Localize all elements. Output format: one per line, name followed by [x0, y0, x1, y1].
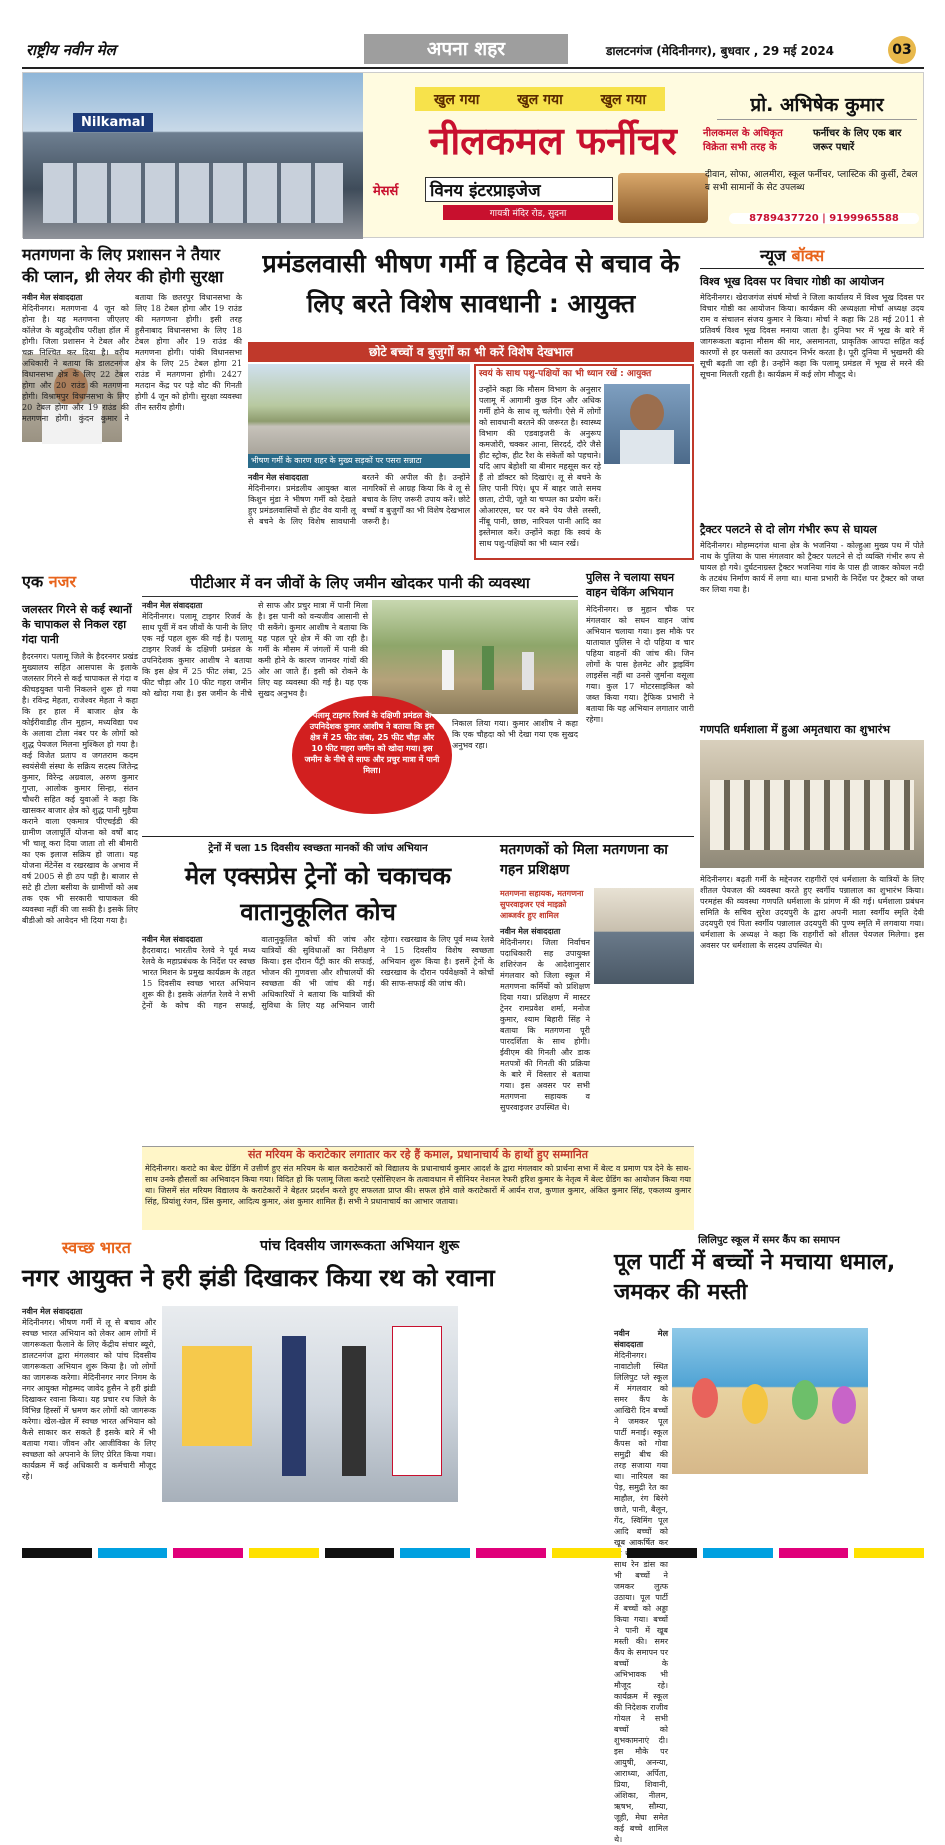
- trains-headline: मेल एक्सप्रेस ट्रेनों को चकाचक वातानुकूलित कोच: [184, 862, 452, 926]
- ad-items: दीवान, सोफा, आलमीरा, स्कूल फर्नीचर, प्लास्टिक की कुर्सी, टेबल व सभी सामानों के सेट उपलब्ध: [705, 170, 918, 193]
- news-label-2: बॉक्स: [791, 246, 825, 265]
- firm-address: गायत्री मंदिर रोड, सुदना: [443, 205, 613, 220]
- khula-banner: [415, 87, 665, 111]
- street-photo-caption: भीषण गर्मी के कारण शहर के मुख्य सड़कों पर पसरा सन्नाटा: [248, 454, 470, 468]
- heat-byline: नवीन मेल संवाददाता: [248, 473, 309, 482]
- swachh-kicker: पांच दिवसीय जागरूकता अभियान शुरू: [260, 1238, 460, 1254]
- summer-text: मेदिनीनगर। नावाटोली स्थित लिलिपुट प्ले स्कूल में मंगलवार को समर कैंप के आखिरी दिन बच्चों ने जमकर पूल पार्टी मनाई। स्कूल कैंपस को गोवा समुद्री बीच की तरह सजाया गया था। नारियल का पेड़, समुद्री रेत का माहौल, रंग बिरंगे छाते, पानी, बैलून, गेंद, स्विमिंग पूल आदि बच्चों को खूब आकर्षित कर साथ रेन डांस का भी बच्चों ने जमकर लुत्फ उठाया। पूल पार्टी में बच्चों को अड्डा किया गया। बच्चों ने पानी में खूब मस्ती की। समर कैंप के समापन पर बच्चों के अभिभावक भी मौजूद रहे। कार्यक्रम में स्कूल की निदेशक राजीव गोयल ने सभी बच्चों को शुभकामनाएं दी। इस मौके पर आयुषी, अनन्या, आराध्या, अर्पिता, प्रिया, शिवानी, अंशिका, नीलम, ऋषभ, सौम्या, जूही, मेघा समेत कई बच्चे शामिल थे।: [614, 1351, 668, 1844]
- ek-nazar-label-1: एक: [22, 572, 44, 591]
- swachh-body-left: [22, 1306, 156, 1532]
- summer-kicker: लिलिपुट स्कूल में समर कैंप का समापन: [698, 1235, 840, 1246]
- counting-text: मेदिनीनगर। जिला निर्वाचन पदाधिकारी सह उपायुक्त शशिरंजन के आदेशानुसार मंगलवार को जिला स्कूल में मतगणना कर्मियों को प्रशिक्षण दिया गया। प्रशिक्षण में मास्टर ट्रेनर रामप्रवेश शर्मा, मनोज कुमार, श्याम बिहारी सिंह ने बताया कि मतगणना पूरी पारदर्शिता के साथ होगी। ईवीएम की गिनती और डाक मतपत्रों की गिनती की प्रक्रिया के बारे में विस्तार से बताया गया। इस अवसर पर सभी मतगणना सहायक व सुपरवाइजर उपस्थित थे।: [500, 938, 590, 1112]
- forest-photo: [372, 600, 578, 714]
- print-registration-bar: [22, 1548, 924, 1558]
- story-summer: [614, 1232, 924, 1844]
- counting-body: [500, 926, 590, 1142]
- trains-body: [142, 934, 494, 1142]
- security-body: [22, 292, 242, 560]
- page-number: 03: [888, 36, 916, 64]
- news-box: [700, 244, 924, 1364]
- heat-callout-box: [474, 364, 694, 560]
- karate-headline: संत मरियम के कराटेकार लगातार कर रहे हैं कमाल, प्रधानाचार्य के हाथों हुए सम्मानित: [247, 1148, 589, 1161]
- swachh-label: स्वच्छ भारत: [62, 1238, 131, 1257]
- dateline: डालटनगंज (मेदिनीनगर), बुधवार , 29 मई 2024: [606, 44, 835, 58]
- ptr-photo-caption: निकाल लिया गया। कुमार आशीष ने कहा कि एक चौहदा को भी देखा गया एक सुखद अनुभव रहा।: [452, 719, 578, 750]
- story-ptr: [142, 570, 578, 834]
- sofa-photo: [618, 173, 708, 223]
- flag-off-photo: [162, 1306, 458, 1502]
- pool-party-photo: [672, 1328, 868, 1474]
- dharmshala-photo: [700, 740, 924, 868]
- ad-phones: 8789437720 | 9199965588: [729, 213, 919, 224]
- story-swachh: [22, 1236, 608, 1534]
- khula-3: खुल गया: [600, 91, 647, 108]
- masthead: [22, 34, 924, 66]
- ptr-callout: [292, 696, 452, 814]
- ek-nazar-label-2: नजर: [48, 572, 77, 591]
- summer-body-left: [614, 1328, 668, 1844]
- ad-tag-2: फर्नीचर के लिए एक बार जरूर पधारें: [813, 128, 902, 153]
- street-photo: [248, 364, 470, 468]
- khula-2: खुल गया: [517, 91, 563, 108]
- story-security: [22, 244, 242, 560]
- news-item1-text: मेदिनीनगर। खेराजगंज संघर्ष मोर्चा ने जिला कार्यालय में विश्व भूख दिवस पर विचार गोष्ठी का आयोजन किया। कार्यक्रम की अध्यक्षता मोर्चा अध्यक्ष उदय राम व संचालन संजय कुमार ने किया। मोर्चा ने कहा कि 28 मई 2011 से प्रतिवर्ष विश्व भूख दिवस मनाया जाता है। दुनिया भर में भूख के बारे में जागरूकता बढ़ाना मौसम की मार, असमानता, प्राकृतिक आपदा सहित कई कारणों से हर फसलों का उत्पादन निर्भर करता है। पूरी दुनिया में भुखमरी की सूची बढ़ती जा रही है। उन्होंने कहा कि पलामू प्रमंडल में भूख से मरने की सूचना मिलती रहती है। कार्यक्रम में कई लोग मौजूद थे।: [700, 293, 924, 379]
- summer-body-right: [872, 1328, 924, 1532]
- swachh-text: मेदिनीनगर। भीषण गर्मी में लू से बचाव और स्वच्छ भारत अभियान को लेकर आम लोगों में जागरूकता फैलाने के लिए केंद्रीय संचार ब्यूरो, डालटनगंज द्वारा मंगलवार को पांच दिवसीय जागरूकता अभियान शुरू किया है। जो लोगों का जागरूक करेगा। मेदिनीनगर नगर निगम के नगर आयुक्त मोहम्मद जावेद हुसैन ने हरी झंडी दिखाकर रवाना किया। यह प्रचार रथ जिले के विभिन्न हिस्सों में भ्रमण कर लोगों को जागरूक करेगा। खेल-खेल में स्वच्छ भारत अभियान को कैसे साकार कर सकते हैं इसके बारे में भी बताया गया। जीवन और आजीविका के लिए स्वच्छता को अपनाने के लिए प्रेरित किया गया। कार्यक्रम में कई अधिकारी व कर्मचारी मौजूद रहे।: [22, 1318, 156, 1481]
- news-item3-head: गणपति धर्मशाला में हुआ अमृतधारा का शुभारंभ: [700, 723, 890, 736]
- counting-headline: मतगणकों को मिला मतगणना का गहन प्रशिक्षण: [500, 842, 668, 878]
- police-headline: पुलिस ने चलाया सघन वाहन चेकिंग अभियान: [586, 571, 675, 599]
- heat-text: मेदिनीनगर। प्रमंडलीय आयुक्त बाल किशुन मुंडा ने भीषण गर्मी को देखते हुए प्रमंडलवासियों से हीट वेव यानी लू से बचने के लिए विशेष सावधानी बरतने की अपील की है। उन्होंने नागरिकों से आग्रह किया कि वे लू से बचाव के लिए जरूरी उपाय करें। छोटे बच्चों व बुजुर्गों का भी विशेष देखभाल जरूरी है।: [248, 473, 470, 526]
- news-item1-head: विश्व भूख दिवस पर विचार गोष्ठी का आयोजन: [700, 275, 884, 288]
- heat-strap: छोटे बच्चों व बुजुर्गों का भी करें विशेष देखभाल: [248, 342, 694, 362]
- khula-1: खुल गया: [433, 91, 480, 108]
- security-byline: नवीन मेल संवाददाता: [22, 293, 83, 302]
- story-police: [586, 570, 694, 834]
- security-headline: मतगणना के लिए प्रशासन ने तैयार की प्लान, थ्री लेयर की होगी सुरक्षा: [22, 245, 224, 286]
- paper-name: राष्ट्रीय नवीन मेल: [26, 41, 116, 59]
- ek-nazar-label: [22, 570, 138, 592]
- ek-nazar: [22, 570, 138, 1230]
- swachh-photo-caption: [162, 1506, 458, 1532]
- ptr-callout-text: पलामू टाइगर रिजर्व के दक्षिणी प्रमंडल के उपनिदेशक कुमार आशीष ने बताया कि इस क्षेत्र में 25 फीट लंबा, 25 फीट चौड़ा और 10 फीट गहरा जमीन को खोदा गया। इस जमीन के नीचे से साफ और प्रचुर मात्रा में पानी मिला।: [304, 711, 440, 775]
- commissioner-photo: [604, 384, 690, 464]
- news-label-1: न्यूज: [760, 246, 786, 265]
- heat-headline: प्रमंडलवासी भीषण गर्मी व हिटवेव से बचाव के लिए बरते विशेष सावधानी : आयुक्त: [262, 249, 680, 318]
- ad-tag-1: नीलकमल के अधिकृत विक्रेता सभी तरह के: [703, 128, 783, 153]
- trains-text: हैदराबाद। भारतीय रेलवे ने पूर्व मध्य रेलवे के महाप्रबंधक के निर्देश पर स्वच्छ भारत मिशन के प्रमुख कार्यक्रम के तहत 15 दिवसीय स्वच्छ भारत अभियान शुरू की है। इसके अंतर्गत रेलवे ने सभी ट्रेनों के कोच की गहन सफाई, वातानुकूलित कोचों की जांच और यात्रियों की सुविधाओं का निरीक्षण किया। इस दौरान पैंट्री कार की सफाई, भोजन की गुणवत्ता और शौचालयों की स्वच्छता की भी जांच की गई। अधिकारियों ने बताया कि यात्रियों की सुविधा के लिए यह अभियान जारी रहेगा। रखरखाव के लिए पूर्व मध्य रेलवे ने 15 दिवसीय विशेष स्वच्छता अभियान शुरू किया है। इसमें ट्रेनों के रखरखाव के दौरान पर्यवेक्षकों ने कोचों की साफ-सफाई की जांच की।: [142, 935, 494, 1010]
- counting-byline: नवीन मेल संवाददाता: [500, 927, 561, 936]
- ek-nazar-text: हैदरनगर। पलामू जिले के हैदरनगर प्रखंड मुख्यालय सहित आसपास के इलाके जलस्तर गिरने से कई चापाकल से गंदा व कीचड़युक्त पानी निकलने शुरू हो गया है। रविन्द्र मेहता, राजेश्वर मेहता ने कहा कि हर हाल में बाजार क्षेत्र के कोईरीवाडीह तीन मुहान, मध्यविद्या पथ के अलावा टोला नंबर पर के लोगों को शुद्ध पेयजल मिलना मुश्किल हो गया है। कई विजेत प्रताप व जगतराम कदम स्वयंसेवी संस्था के सक्रिय सदस्य जितेन्द्र कुमार, विरेन्द्र अग्रवाल, अरुण कुमार गुप्ता, आलोक कुमार सिन्हा, संतन चौधरी सहित कई युवाओं ने कहा कि खासकर बाजार क्षेत्र को शुद्ध पानी मुहैया कराने वाला एकमात्र पीएचईडी की ग्रामीण जलापूर्ति योजना को वर्षों बाद भी चालू करा दिया जाता तो सी बीमारी का एक इलाज सक्रिय हो जाता। यह योजना मेंटेनेंस व रखरखाव के अभाव में वर्ष 2005 से ही ठप पड़ी है। बाजार से सटे ही टोला बसीया के ग्रामीणों को अब तक एक भी सरकारी चापाकल की व्यवस्था नहीं की जा सकी है। इसके लिए बीडीओ को आवेदन भी दिया गया है।: [22, 652, 138, 925]
- section-title: अपना शहर: [364, 34, 568, 64]
- heat-box-text: उन्होंने कहा कि मौसम विभाग के अनुसार पलामू में आगामी कुछ दिन और अधिक गर्मी होने के साथ लू चलेगी। ऐसे में लोगों को सावधानी बरतने की जरूरत है। स्वास्थ्य विभाग की एडवाइजरी के अनुरूप कमजोरी, चक्कर आना, सिरदर्द, दौरे जैसे हीट स्ट्रोक, हीट रैश के संकेतों को पहचाने। यदि आप बेहोशी या बीमार महसूस कर रहे हैं तो डॉक्टर को दिखाएं। लू से बचने के लिए पानी पिएं। धूप में बाहर जाते समय छाता, टोपी, जूते या चप्पल का प्रयोग करें। ओआरएस, घर पर बने पेय जैसे लस्सी, नींबू पानी, छाछ, नारियल पानी आदि का इस्तेमाल करें। उन्होंने कहा कि स्वयं के साथ पशु-पक्षियों का भी ध्यान रखें।: [479, 385, 601, 548]
- counting-photo-caption: मतगणना सहायक, मतगणना सुपरवाइजर एवं माइक्रो आब्जर्वर हुए शामिल: [500, 889, 584, 920]
- heat-body: [248, 472, 470, 562]
- training-photo: [594, 888, 694, 984]
- story-counting: [500, 840, 694, 1144]
- ptr-text: मेदिनीनगर। पलामू टाइगर रिजर्व के साथ पूर्वी में वन जीवों के पानी के लिए एक नई पहल शुरू की गई है। पलामू टाइगर रिजर्व के दक्षिणी प्रमंडल के उपनिदेशक कुमार आशीष ने बताया कि इस क्षेत्र में 25 फीट लंबा, 25 फीट चौड़ा और 10 फीट गहरा जमीन को खोदा गया है। इस जमीन के नीचे से साफ और प्रचुर मात्रा में पानी मिला है। इस पानी को वन्यजीव आसानी से पी सकेंगे। कुमार आशीष ने बताया कि यह पहल पूरे क्षेत्र में की जा रही है। गर्मी के मौसम में जंगलों में पानी की कमी होने के कारण जानवर गांवों की ओर आ जाते हैं। इसी को रोकने के लिए यह व्यवस्था की गई है। यह एक सुखद अनुभव है।: [142, 601, 368, 698]
- summer-byline: नवीन मेल संवाददाता: [614, 1329, 668, 1349]
- story-karate: [142, 1146, 694, 1230]
- summer-headline: पूल पार्टी में बच्चों ने मचाया धमाल, जमकर की मस्ती: [614, 1250, 896, 1305]
- brand-name: नीलकमल फर्नीचर: [429, 119, 677, 163]
- trains-byline: नवीन मेल संवाददाता: [142, 935, 203, 944]
- police-text: मेदिनीनगर। छ मुहान चौक पर मंगलवार को सघन वाहन जांच अभियान चलाया गया। इस मौके पर यातायात पुलिस ने दो पहिया व चार पहिया वाहनों की जांच की। जिन लोगों के पास हेलमेट और ड्राइविंग लाइसेंस नहीं था उनसे जुर्माना वसूला गया। कुल 17 मोटरसाइकिल को जब्त किया गया। ट्रैफिक प्रभारी ने बताया कि यह अभियान लगातार जारी रहेगा।: [586, 605, 694, 724]
- swachh-byline: नवीन मेल संवाददाता: [22, 1307, 83, 1316]
- karate-text: मेदिनीनगर। कराटे का बेल्ट ग्रेडिंग में उत्तीर्ण हुए संत मरियम के बाल कराटेकारों को विद्यालय के प्रधानाचार्य कुमार आदर्श के द्वारा मंगलवार को प्रार्थना सभा में बेल्ट व प्रमाण पत्र देने के साथ-साथ उनके हौसलों का अभिवादन किया गया। विदित हो कि पलामू जिला कराटे एसोसिएशन के तत्वावधान में सीनियर नेशनल रेफरी हरिश कुमार के नेतृत्व में बेल्ट ग्रेडिंग का आयोजन किया गया था। जिसमें संत मरियम विद्यालय के कराटेकारों ने बेहतर प्रदर्शन करते हुए सफलता प्राप्त की। सफल होने वाले कराटेकारों में आर्यन राज, कुणाल कुमार, अंकित कुमार सिंह, एकलव्य कुमार सिंह, प्रियांशु रंजन, प्रिंस कुमार, आदित्य कुमार, अंश कुमार शामिल हैं। सभी ने प्रधानाचार्य का आभार जताया।: [145, 1164, 691, 1206]
- security-text: मेदिनीनगर। मतगणना 4 जून को होना है। यह मतगणना जीएलए कॉलेज के बहुउद्देशीय परीक्षा हॉल में होगी। जिला प्रशासन ने टेबल और चक्र निश्चित कर दिया है। वरीय अधिकारी ने बताया कि डालटनगंज विधानसभा क्षेत्र के लिए 22 टेबल होगा और 20 राउंड की मतगणना होगी। विश्रामपुर विधानसभा के लिए 20 टेबल होगा और 19 राउंड की मतगणना होगी। कुंदन कुमार ने बताया कि छतरपुर विधानसभा के लिए 18 टेबल होगा और 19 राउंड की मतगणना होगी। इसी तरह हुसैनाबाद विधानसभा के लिए 18 टेबल होगा और 19 राउंड की मतगणना होगी। पांकी विधानसभा क्षेत्र के लिए 25 टेबल होगा 21 राउंड में मतगणना होगी। 2427 मतदान केंद्र पर पड़े वोट की गिनती होगी 4 जून को होगी। सुरक्षा व्यवस्था तीन स्तरीय होगी।: [22, 293, 242, 423]
- swachh-headline: नगर आयुक्त ने हरी झंडी दिखाकर किया रथ को रवाना: [22, 1264, 495, 1292]
- ek-nazar-head: जलस्तर गिरने से कई स्थानों के चापाकल से निकल रहा गंदा पानी: [22, 603, 132, 646]
- news-item2-head: ट्रैक्टर पलटने से दो लोग गंभीर रूप से घायल: [700, 523, 877, 536]
- heat-box-title: स्वयं के साथ पशु-पक्षियों का भी ध्यान रखें : आयुक्त: [479, 369, 652, 379]
- swachh-body-right: [464, 1306, 608, 1532]
- news-item3-text: मेदिनीनगर। बढ़ती गर्मी के मद्देनजर राहगीरों एवं धर्मशाला के यात्रियों के लिए शीतल पेयजल की व्यवस्था करते हुए स्वर्गीय पन्नालाल का शुभारंभ किया। परमहंस की व्यवस्था गणपति धर्मशाला के प्रांगण में की गई। धर्मशाला प्रबंधन समिति के सचिव सुरेश उदयपुरी के द्वारा अपनी माता स्वर्गीय स्मृति देवी उदयपुरी एवं पिता स्वर्गीय पन्नालाल उदयपुरी की पुण्य स्मृति में लगवाया गया। धर्मशाला के अध्यक्ष ने कहा कि राहगीरों को शीतल पेयजल मिलेगा। इस अवसर पर धर्मशाला के सदस्य उपस्थित थे।: [700, 875, 924, 950]
- firm-prefix: मेसर्स: [373, 184, 399, 199]
- ptr-byline: नवीन मेल संवाददाता: [142, 601, 203, 610]
- story-heat: [248, 244, 694, 564]
- store-sign: Nilkamal: [73, 113, 153, 132]
- story-trains: [142, 840, 494, 1144]
- store-photo: [23, 73, 363, 239]
- ptr-headline: पीटीआर में वन जीवों के लिए जमीन खोदकर पानी की व्यवस्था: [142, 570, 578, 597]
- news-box-label: [760, 244, 824, 266]
- trains-kicker: ट्रेनों में चला 15 दिवसीय स्वच्छता मानकों की जांच अभियान: [208, 843, 428, 854]
- owner-name: प्रो. अभिषेक कुमार: [750, 94, 884, 116]
- news-item2-text: मेदिनीनगर। मोहम्मदगंज थाना क्षेत्र के भजनिया - कोल्हुआ मुख्य पथ में पोते नाथ के पुलिया के पास मंगलवार को ट्रैक्टर पलटने से दो व्यक्ति गंभीर रूप से घायल हो गये। दुर्घटनाग्रस्त ट्रैक्टर भजनिया गांव के पास ही जाकर कोयल नदी के तटबंध निर्माण कार्य में लगा था। थाना प्रभारी के निर्देश पर ट्रैक्टर को जब्त कर लिया गया है।: [700, 541, 924, 594]
- firm-name: विनय इंटरप्राइजेज: [425, 177, 613, 202]
- furniture-ad: [22, 72, 924, 238]
